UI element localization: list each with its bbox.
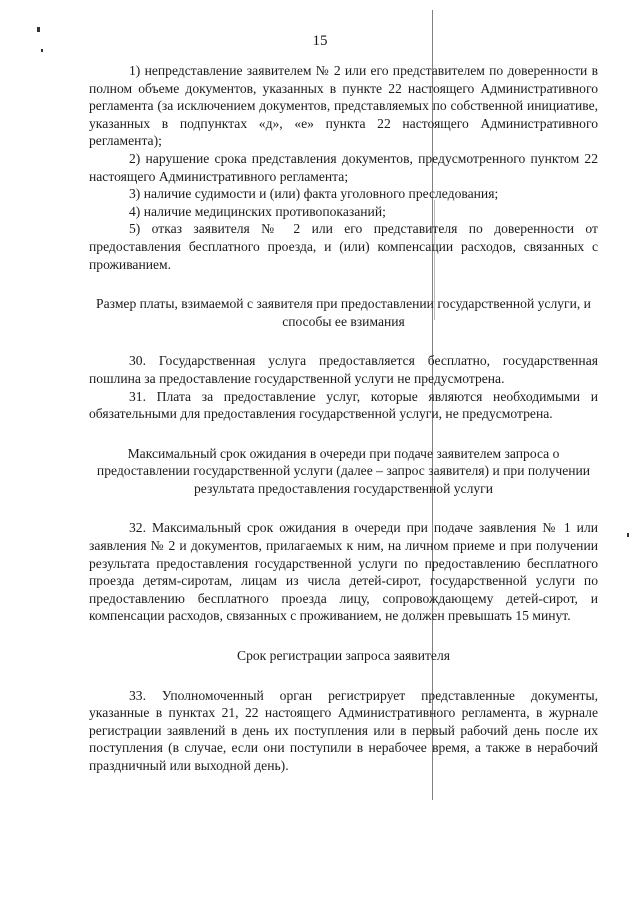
section-heading-fee: Размер платы, взимаемой с заявителя при предоставлении государственной услуги, и способы ее взимания <box>96 296 591 329</box>
paragraph-31: 31. Плата за предоставление услуг, которые являются необходимыми и обязательными для предоставления государственной услуги, не предусмотрена. <box>89 388 598 422</box>
section-heading-wait: Максимальный срок ожидания в очереди при подаче заявителем запроса о предоставлении государственной услуги (далее – запрос заявителя) и при получении результата предоставления государственной услуги <box>96 445 591 496</box>
list-item: 5) отказ заявителя № 2 или его представителя по доверенности от предоставления бесплатного проезда, и (или) компенсации расходов, связанных с проживанием. <box>89 221 598 272</box>
list-item: 2) нарушение срока представления документов, предусмотренного пунктом 22 настоящего Административного регламента; <box>89 150 598 184</box>
list-item: 1) непредставление заявителем № 2 или его представителем по доверенности в полном объеме документов, указанных в пункте 22 настоящего Административного регламента (за исключением документов, представляемых по собственной инициативе, указанных в подпунктах «д», «е» пункта 22 настоящего Административного регламента); <box>89 63 598 149</box>
list-item: 3) наличие судимости и (или) факта уголовного преследования; <box>129 186 499 202</box>
paragraph-32: 32. Максимальный срок ожидания в очереди при подаче заявления № 1 или заявления № 2 и документов, прилагаемых к ним, на личном приеме и при получении результата предоставления государственной услуги по предоставлению бесплатного проезда детям-сиротам, лицам из числа детей-сирот, государственной услуги по предоставлению бесплатного проезда лицу, сопровождающему детей-сирот, и компенсации расходов, связанных с проживанием, не должен превышать 15 минут. <box>89 520 598 624</box>
page-number: 15 <box>312 33 328 49</box>
paragraph-33: 33. Уполномоченный орган регистрирует представленные документы, указанные в пунктах 21, 22 настоящего Административного регламента, в журнале регистрации заявлений в день их поступления или в первый рабочий день после их поступления (в случае, если они поступили в нерабочее время, а также в нерабочий праздничный или выходной день). <box>89 687 598 773</box>
document-body <box>89 62 598 775</box>
scan-artifact-dot <box>37 27 40 32</box>
scan-artifact-dot <box>627 533 629 537</box>
section-heading-registration: Срок регистрации запроса заявителя <box>237 648 450 664</box>
list-item: 4) наличие медицинских противопоказаний; <box>129 203 386 219</box>
paragraph-30: 30. Государственная услуга предоставляется бесплатно, государственная пошлина за предоставление государственной услуги не предусмотрена. <box>89 353 598 386</box>
